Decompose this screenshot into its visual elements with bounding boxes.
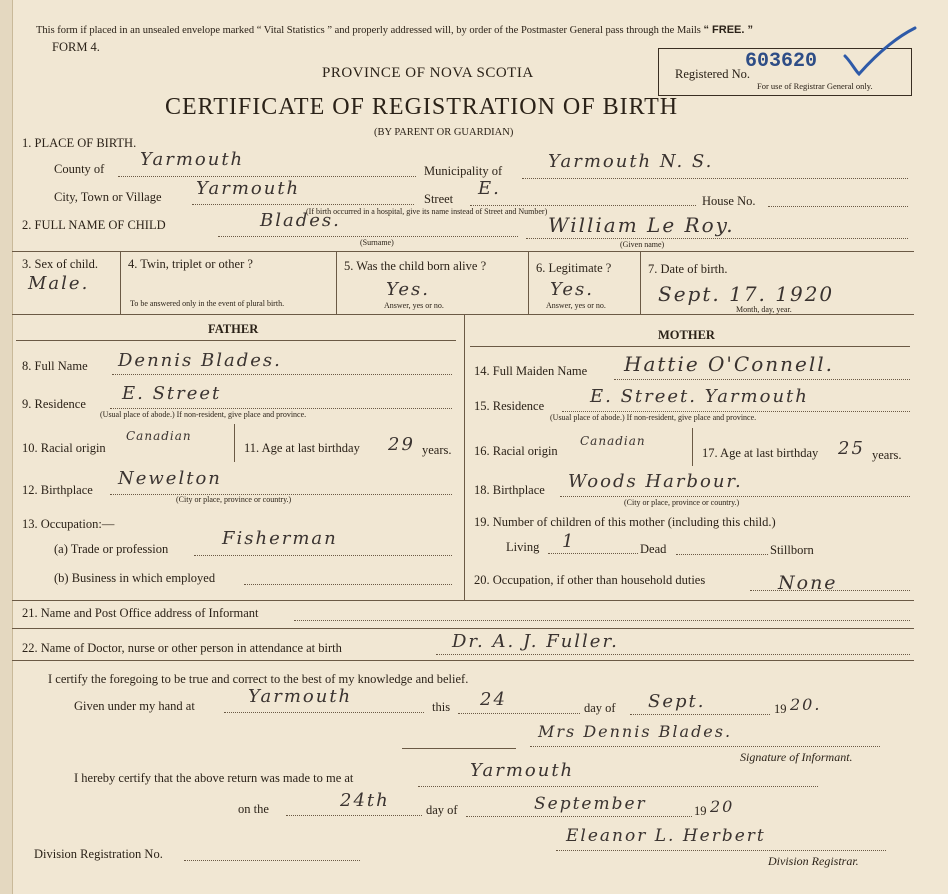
mother-occupation-value: None [778,572,838,594]
living-label: Living [506,540,540,554]
mother-residence-value: E. Street. Yarmouth [590,386,809,407]
father-birthplace-note: (City or place, province or country.) [176,495,292,504]
living-value: 1 [562,531,576,552]
date-label: 7. Date of birth. [648,262,728,276]
mother-age-label: 17. Age at last birthday [702,446,819,460]
certificate-title: CERTIFICATE OF REGISTRATION OF BIRTH [165,94,679,120]
trade-label: (a) Trade or profession [54,542,169,556]
mother-occupation-label: 20. Occupation, if other than household duties [474,573,706,587]
mother-years-label: years. [872,448,902,462]
free-label: “ FREE. ” [703,24,754,36]
street-value: E. [478,178,501,199]
father-years-label: years. [422,443,452,457]
certify-month-value: Sept. [648,691,706,712]
certify-year-value: 20. [790,695,822,714]
this-label: this [432,700,451,714]
registered-number: 603620 [745,50,818,73]
form-number: FORM 4. [52,40,100,54]
mailing-notice [36,24,753,36]
doctor-value: Dr. A. J. Fuller. [452,631,619,652]
legitimate-note: Answer, yes or no. [546,301,606,310]
province-title: PROVINCE OF NOVA SCOTIA [322,65,534,81]
mother-birthplace-label: 18. Birthplace [474,483,545,497]
given-place-value: Yarmouth [248,686,353,707]
father-age-value: 29 [388,434,415,455]
father-occupation-label: 13. Occupation:— [22,517,115,531]
legitimate-label: 6. Legitimate ? [536,261,612,275]
mother-racial-label: 16. Racial origin [474,444,558,458]
informant-signature: Mrs Dennis Blades. [538,722,733,741]
doctor-label: 22. Name of Doctor, nurse or other person in attendance at birth [22,641,342,655]
registrar-year-value: 20 [710,797,735,816]
registrar-statement: I hereby certify that the above return was made to me at [74,771,354,785]
stillborn-label: Stillborn [770,543,814,557]
father-racial-value: Canadian [126,429,192,443]
mailing-notice-text: This form if placed in an unsealed envelope marked “ Vital Statistics ” and properly addressed will, by order of the Postmaster General pass through the Mails [36,25,701,36]
hospital-note: (If birth occurred in a hospital, give its name instead of Street and Number) [306,207,548,216]
certificate-subtitle: (BY PARENT OR GUARDIAN) [374,127,514,138]
registered-label: Registered No. [675,67,750,81]
mother-age-value: 25 [838,438,865,459]
registrar-month-value: September [534,794,647,814]
father-residence-note: (Usual place of abode.) If non-resident, give place and province. [100,410,307,419]
mother-name-value: Hattie O'Connell. [624,352,835,376]
father-birthplace-value: Newelton [118,468,222,489]
date-value: Sept. 17. 1920 [658,282,835,306]
father-residence-label: 9. Residence [22,397,86,411]
date-note: Month, day, year. [736,305,792,314]
sex-value: Male. [28,273,90,294]
registrar-day-of-label: day of [426,803,458,817]
registrar-on-label: on the [238,802,269,816]
trade-value: Fisherman [222,528,338,549]
checkmark-icon [835,26,920,78]
certify-year-prefix: 19 [774,702,787,716]
mother-birthplace-note: (City or place, province or country.) [624,498,740,507]
municipality-value: Yarmouth N. S. [548,151,714,172]
surname-caption: (Surname) [360,238,394,247]
informant-label: 21. Name and Post Office address of Informant [22,606,259,620]
certify-statement: I certify the foregoing to be true and correct to the best of my knowledge and belief. [48,672,469,686]
mother-racial-value: Canadian [580,434,646,448]
given-caption: (Given name) [620,240,665,249]
county-label: County of [54,162,105,176]
division-registrar-caption: Division Registrar. [768,854,859,868]
father-name-value: Dennis Blades. [118,350,282,371]
city-label: City, Town or Village [54,190,162,204]
mother-residence-label: 15. Residence [474,399,545,413]
alive-note: Answer, yes or no. [384,301,444,310]
given-under-hand-label: Given under my hand at [74,699,195,713]
place-of-birth-label: 1. PLACE OF BIRTH. [22,136,137,150]
alive-value: Yes. [386,279,430,300]
street-label: Street [424,192,454,206]
business-label: (b) Business in which employed [54,571,216,585]
certify-day-of-label: day of [584,701,616,715]
father-birthplace-label: 12. Birthplace [22,483,93,497]
twin-label: 4. Twin, triplet or other ? [128,257,253,271]
registrar-use-note: For use of Registrar General only. [757,81,873,91]
children-label: 19. Number of children of this mother (including this child.) [474,515,776,529]
sex-label: 3. Sex of child. [22,257,99,271]
twin-note: To be answered only in the event of plural birth. [130,299,285,308]
registrar-day-value: 24th [340,790,390,811]
child-surname: Blades. [260,210,341,231]
informant-signature-caption: Signature of Informant. [740,750,853,764]
house-label: House No. [702,194,756,208]
father-name-label: 8. Full Name [22,359,88,373]
legitimate-value: Yes. [550,279,594,300]
binding-edge [0,0,13,894]
alive-label: 5. Was the child born alive ? [344,259,487,273]
child-name-label: 2. FULL NAME OF CHILD [22,218,166,232]
county-value: Yarmouth [140,149,245,170]
mother-birthplace-value: Woods Harbour. [568,471,743,492]
father-age-label: 11. Age at last birthday [244,441,360,455]
registrar-year-prefix: 19 [694,804,707,818]
mother-heading: MOTHER [658,328,715,342]
mother-name-label: 14. Full Maiden Name [474,364,588,378]
father-racial-label: 10. Racial origin [22,441,106,455]
mother-residence-note: (Usual place of abode.) If non-resident, give place and province. [550,413,757,422]
municipality-label: Municipality of [424,164,503,178]
father-heading: FATHER [208,322,259,336]
father-residence-value: E. Street [122,383,222,404]
certify-day-value: 24 [480,689,507,710]
registrar-signature: Eleanor L. Herbert [566,826,766,846]
registrar-place-value: Yarmouth [470,760,575,781]
dead-label: Dead [640,542,667,556]
division-registration-label: Division Registration No. [34,847,163,861]
child-given-name: William Le Roy. [548,213,735,237]
city-value: Yarmouth [196,178,301,199]
